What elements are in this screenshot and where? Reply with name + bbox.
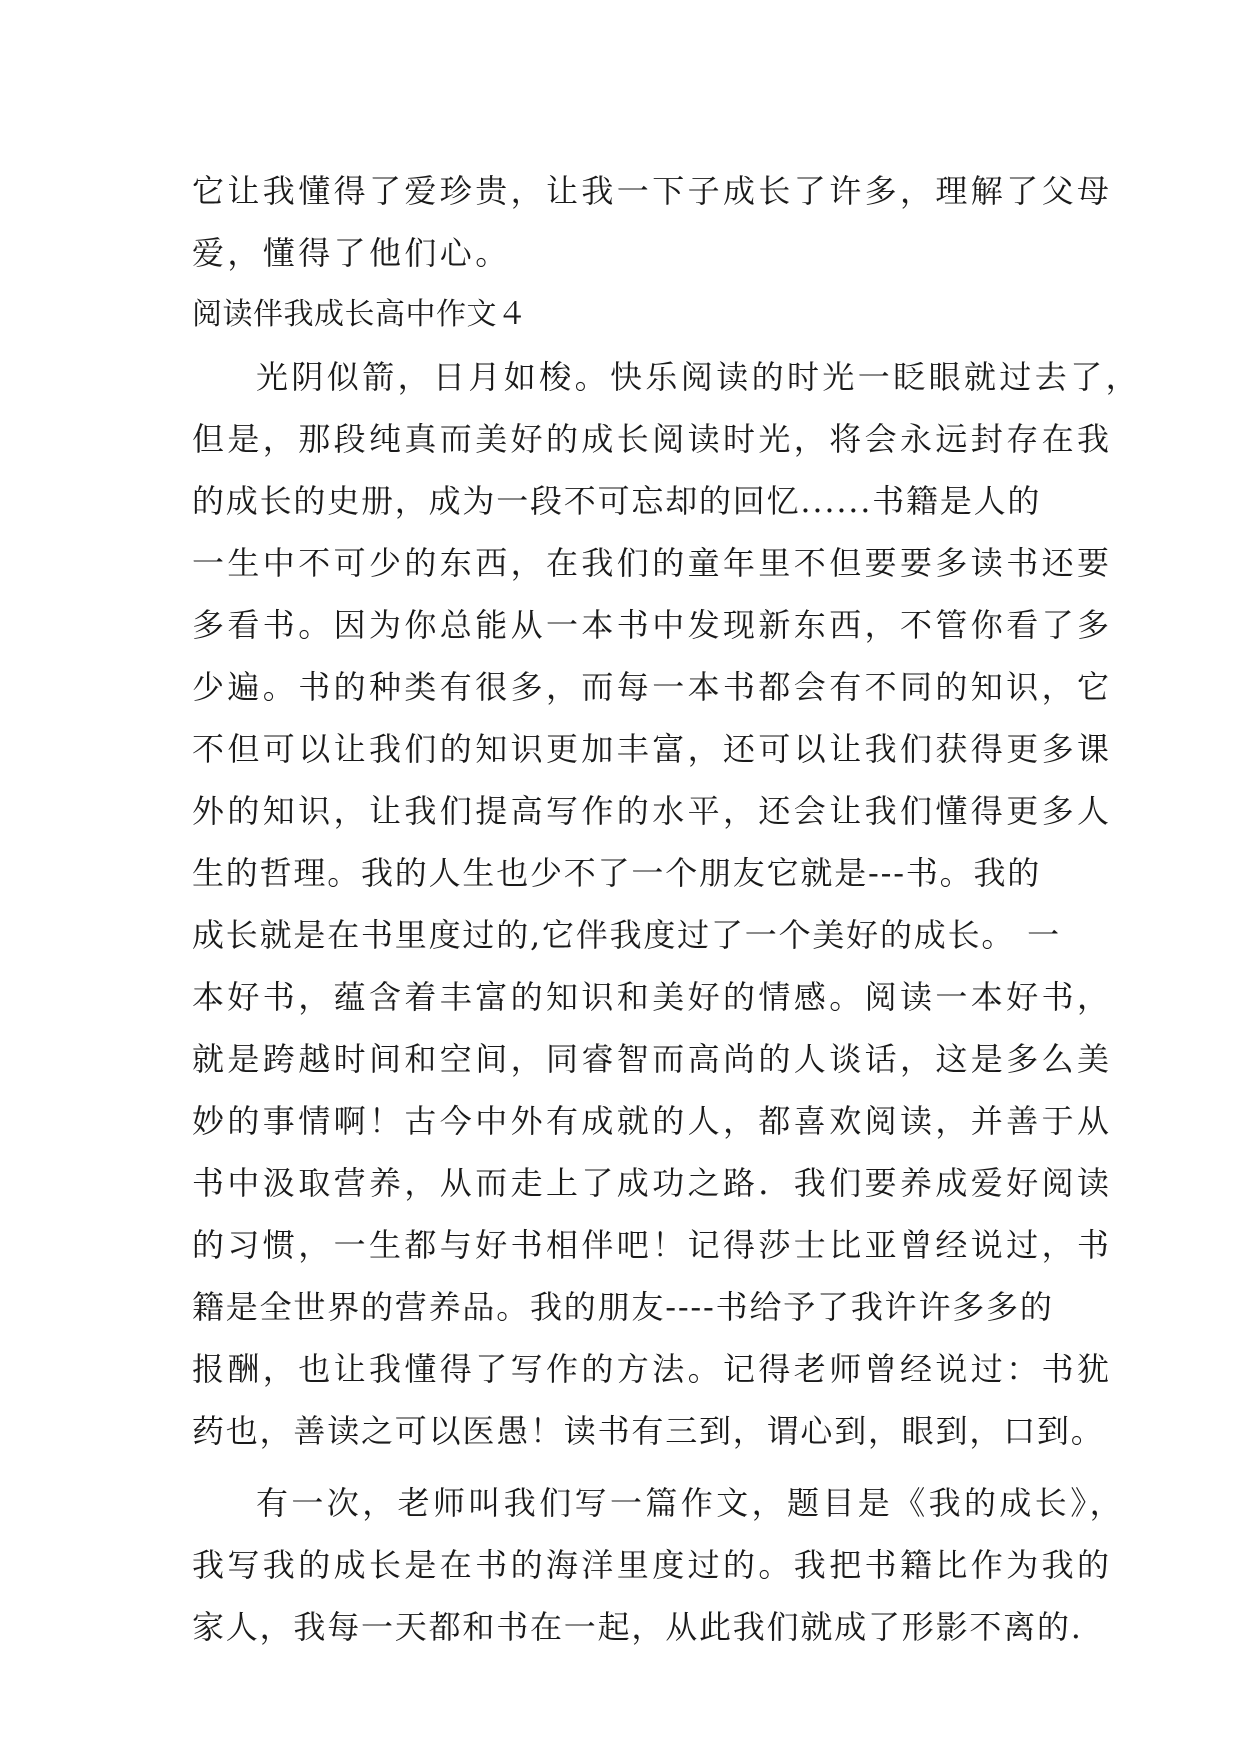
paragraph-line: 我写我的成长是在书的海洋里度过的。我把书籍比作为我的 xyxy=(192,1546,1113,1584)
paragraph-line: 的成长的史册，成为一段不可忘却的回忆......书籍是人的 xyxy=(192,482,1042,520)
paragraph-line: 就是跨越时间和空间，同睿智而高尚的人谈话，这是多么美 xyxy=(192,1040,1113,1078)
paragraph-line: 多看书。因为你总能从一本书中发现新东西，不管你看了多 xyxy=(192,606,1113,644)
paragraph-line: 一生中不可少的东西，在我们的童年里不但要要多读书还要 xyxy=(192,544,1113,582)
paragraph-line: 成长就是在书里度过的,它伴我度过了一个美好的成长。 一 xyxy=(192,916,1061,954)
paragraph-line: 本好书，蕴含着丰富的知识和美好的情感。阅读一本好书， xyxy=(192,978,1113,1016)
paragraph-line: 药也，善读之可以医愚！读书有三到，谓心到，眼到，口到。 xyxy=(192,1412,1105,1450)
paragraph-line: 籍是全世界的营养品。我的朋友----书给予了我许许多多的 xyxy=(192,1288,1054,1326)
paragraph-1 xyxy=(192,346,1142,1462)
intro-line: 它让我懂得了爱珍贵，让我一下子成长了许多，理解了父母 xyxy=(192,172,1113,210)
paragraph-line: 有一次，老师叫我们写一篇作文，题目是《我的成长》， xyxy=(256,1484,1126,1522)
paragraph-line: 书中汲取营养，从而走上了成功之路．我们要养成爱好阅读 xyxy=(192,1164,1113,1202)
essay-heading: 阅读伴我成长高中作文４ xyxy=(192,297,528,332)
document-page xyxy=(192,160,1142,1658)
intro-line: 爱，懂得了他们心。 xyxy=(192,234,511,272)
paragraph-line: 的习惯，一生都与好书相伴吧！记得莎士比亚曾经说过，书 xyxy=(192,1226,1113,1264)
paragraph-line: 但是，那段纯真而美好的成长阅读时光，将会永远封存在我 xyxy=(192,420,1113,458)
paragraph-line: 不但可以让我们的知识更加丰富，还可以让我们获得更多课 xyxy=(192,730,1113,768)
paragraph-line: 少遍。书的种类有很多，而每一本书都会有不同的知识，它 xyxy=(192,668,1113,706)
paragraph-line: 家人，我每一天都和书在一起，从此我们就成了形影不离的. xyxy=(192,1608,1083,1646)
paragraph-line: 报酬，也让我懂得了写作的方法。记得老师曾经说过：书犹 xyxy=(192,1350,1113,1388)
paragraph-line: 妙的事情啊！古今中外有成就的人，都喜欢阅读，并善于从 xyxy=(192,1102,1113,1140)
paragraph-2 xyxy=(192,1472,1126,1658)
paragraph-line: 生的哲理。我的人生也少不了一个朋友它就是---书。我的 xyxy=(192,854,1042,892)
paragraph-line: 外的知识，让我们提高写作的水平，还会让我们懂得更多人 xyxy=(192,792,1113,830)
paragraph-line: 光阴似箭，日月如梭。快乐阅读的时光一眨眼就过去了， xyxy=(256,358,1142,396)
